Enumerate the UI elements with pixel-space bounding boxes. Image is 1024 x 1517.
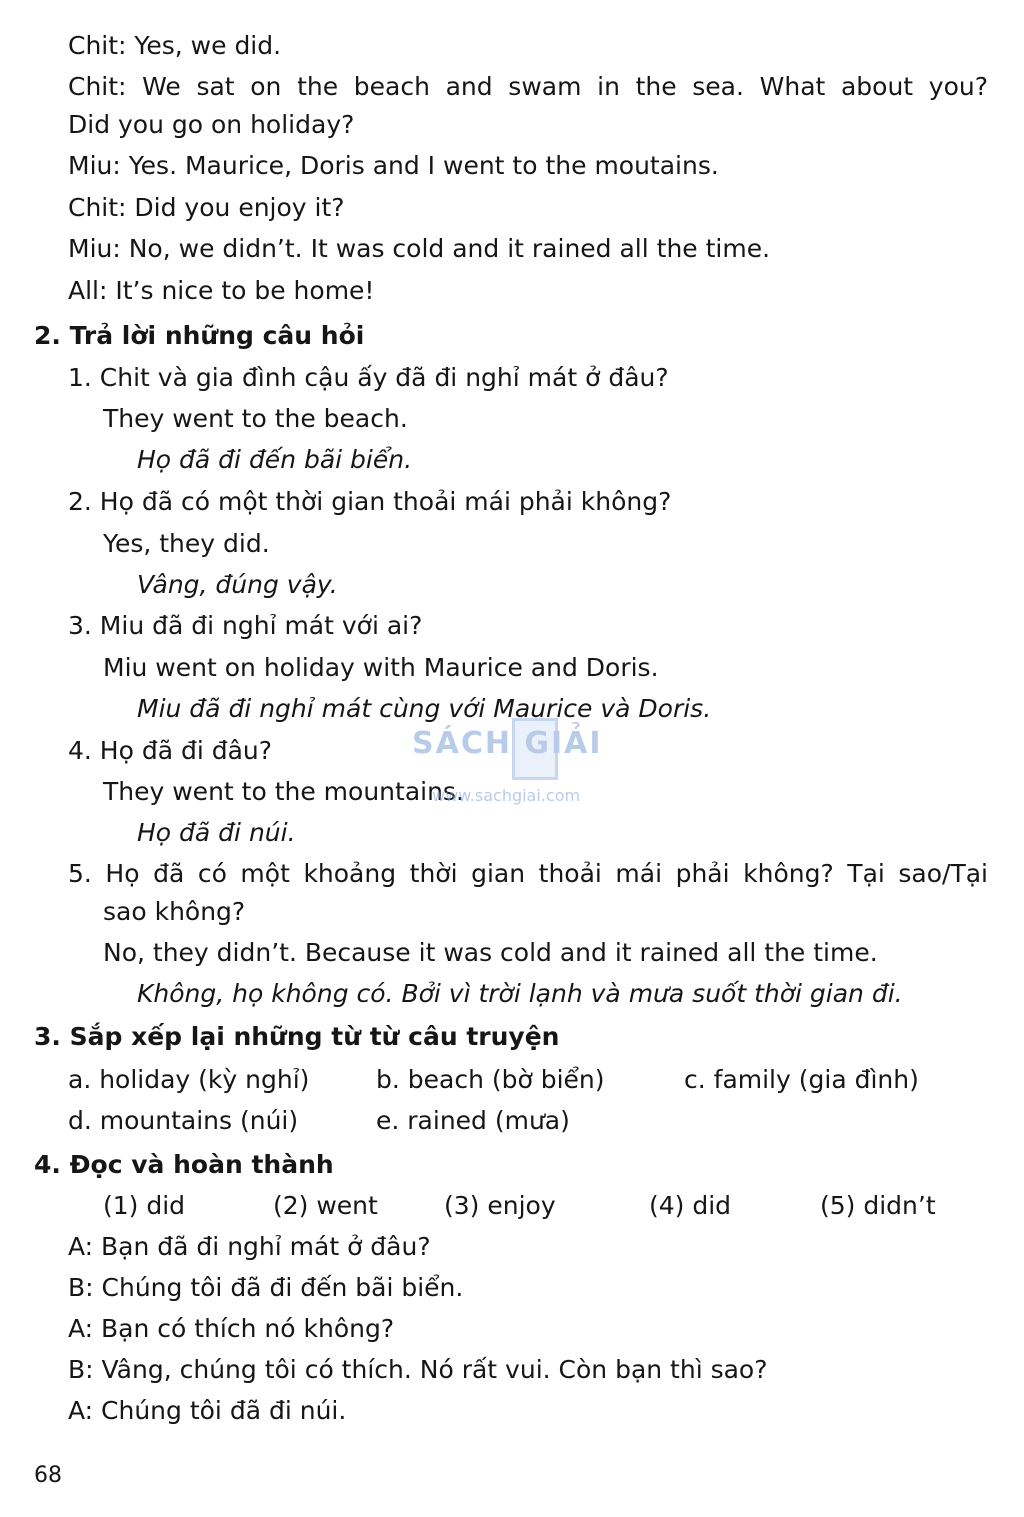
question: 2. Họ đã có một thời gian thoải mái phải không? [68, 487, 672, 516]
answer: They went to the mountains. [103, 777, 464, 806]
translation: Không, họ không có. Bởi vì trời lạnh và mưa suốt thời gian đi. [137, 979, 903, 1008]
watermark [412, 718, 622, 808]
word-item: e. rained (mưa) [376, 1106, 570, 1135]
word-item: c. family (gia đình) [684, 1065, 919, 1094]
section-heading: 4. Đọc và hoàn thành [34, 1150, 334, 1179]
answer: Miu went on holiday with Maurice and Doris. [103, 653, 659, 682]
question: 5. Họ đã có một khoảng thời gian thoải mái phải không? Tại sao/Tại [68, 859, 988, 888]
answer-word: (4) did [649, 1191, 732, 1220]
dialogue-line: A: Bạn có thích nó không? [68, 1314, 395, 1343]
answer-word: (2) went [273, 1191, 378, 1220]
answer: They went to the beach. [103, 404, 408, 433]
question: 4. Họ đã đi đâu? [68, 736, 273, 765]
word-item: b. beach (bờ biển) [376, 1065, 605, 1094]
question: 1. Chit và gia đình cậu ấy đã đi nghỉ mát ở đâu? [68, 363, 669, 392]
translation: Họ đã đi đến bãi biển. [137, 445, 413, 474]
dialogue-line: Did you go on holiday? [68, 110, 355, 139]
translation: Họ đã đi núi. [137, 818, 296, 847]
translation: Miu đã đi nghỉ mát cùng với Maurice và Doris. [137, 694, 712, 723]
dialogue-line: B: Chúng tôi đã đi đến bãi biển. [68, 1273, 464, 1302]
word-item: d. mountains (núi) [68, 1106, 299, 1135]
section-heading: 3. Sắp xếp lại những từ từ câu truyện [34, 1022, 560, 1051]
answer-word: (3) enjoy [444, 1191, 556, 1220]
dialogue-line: A: Bạn đã đi nghỉ mát ở đâu? [68, 1232, 431, 1261]
answer: Yes, they did. [103, 529, 270, 558]
translation: Vâng, đúng vậy. [137, 570, 338, 599]
word-item: a. holiday (kỳ nghỉ) [68, 1065, 310, 1094]
question-continued: sao không? [103, 897, 246, 926]
dialogue-line: Miu: No, we didn’t. It was cold and it rained all the time. [68, 234, 771, 263]
dialogue-line: Chit: We sat on the beach and swam in the sea. What about you? [68, 72, 988, 101]
page-number: 68 [34, 1463, 62, 1488]
answer-word: (5) didn’t [820, 1191, 936, 1220]
question: 3. Miu đã đi nghỉ mát với ai? [68, 611, 423, 640]
watermark-url: www.sachgiai.com [432, 786, 581, 805]
watermark-logo: SÁCH GIẢI [412, 726, 603, 761]
dialogue-line: Chit: Did you enjoy it? [68, 193, 345, 222]
answer: No, they didn’t. Because it was cold and it rained all the time. [103, 938, 878, 967]
dialogue-line: All: It’s nice to be home! [68, 276, 375, 305]
section-heading: 2. Trả lời những câu hỏi [34, 321, 365, 350]
dialogue-line: B: Vâng, chúng tôi có thích. Nó rất vui. Còn bạn thì sao? [68, 1355, 768, 1384]
answer-word: (1) did [103, 1191, 186, 1220]
dialogue-line: A: Chúng tôi đã đi núi. [68, 1396, 347, 1425]
dialogue-line: Chit: Yes, we did. [68, 31, 282, 60]
dialogue-line: Miu: Yes. Maurice, Doris and I went to the moutains. [68, 151, 719, 180]
